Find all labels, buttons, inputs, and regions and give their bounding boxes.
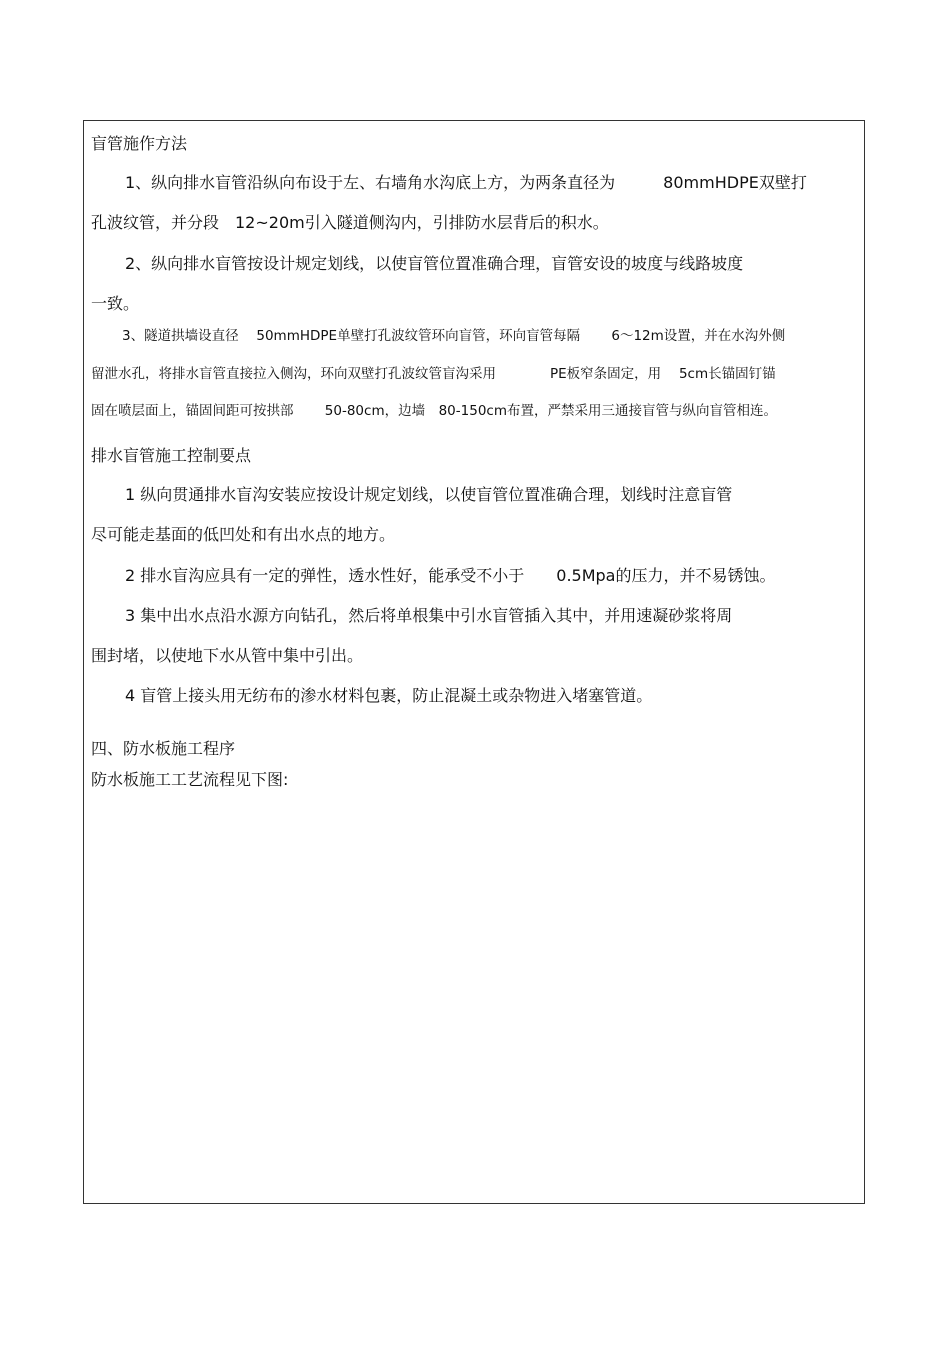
section-heading-blind-pipe-method: 盲管施作方法 <box>91 134 188 153</box>
paragraph-line: 3 集中出水点沿水源方向钻孔，然后将单根集中引水盲管插入其中，并用速凝砂浆将周 <box>125 606 733 625</box>
paragraph-line: 2、纵向排水盲管按设计规定划线，以使盲管位置准确合理，盲管安设的坡度与线路坡度 <box>125 254 744 273</box>
document-frame <box>83 120 865 1204</box>
paragraph-line: 2 排水盲沟应具有一定的弹性，透水性好，能承受不小于 0.5Mpa的压力，并不易锈蚀。 <box>125 566 776 585</box>
paragraph-line: 围封堵，以使地下水从管中集中引出。 <box>91 646 364 665</box>
paragraph-line: 孔波纹管，并分段 12~20m引入隧道侧沟内，引排防水层背后的积水。 <box>91 213 609 232</box>
paragraph-line: 1 纵向贯通排水盲沟安装应按设计规定划线，以使盲管位置准确合理，划线时注意盲管 <box>125 485 733 504</box>
paragraph-line: 防水板施工工艺流程见下图: <box>91 770 289 789</box>
paragraph-line: 4 盲管上接头用无纺布的渗水材料包裹，防止混凝土或杂物进入堵塞管道。 <box>125 686 653 705</box>
paragraph-line: 一致。 <box>91 294 140 313</box>
paragraph-line: 尽可能走基面的低凹处和有出水点的地方。 <box>91 525 396 544</box>
paragraph-line: 固在喷层面上，锚固间距可按拱部 50-80cm，边墙 80-150cm布置，严禁采用三通接盲管与纵向盲管相连。 <box>91 403 777 419</box>
paragraph-line: 3、隧道拱墙设直径 50mmHDPE单壁打孔波纹管环向盲管，环向盲管每隔 6～12m设置，并在水沟外侧 <box>122 328 786 344</box>
paragraph-line: 1、纵向排水盲管沿纵向布设于左、右墙角水沟底上方，为两条直径为 80mmHDPE双壁打 <box>125 173 807 192</box>
section-heading-control-points: 排水盲管施工控制要点 <box>91 446 252 465</box>
section-heading-waterproof-board: 四、防水板施工程序 <box>91 739 236 758</box>
paragraph-line: 留泄水孔，将排水盲管直接拉入侧沟，环向双壁打孔波纹管盲沟采用 PE板窄条固定，用 5cm长锚固钉锚 <box>91 366 776 382</box>
